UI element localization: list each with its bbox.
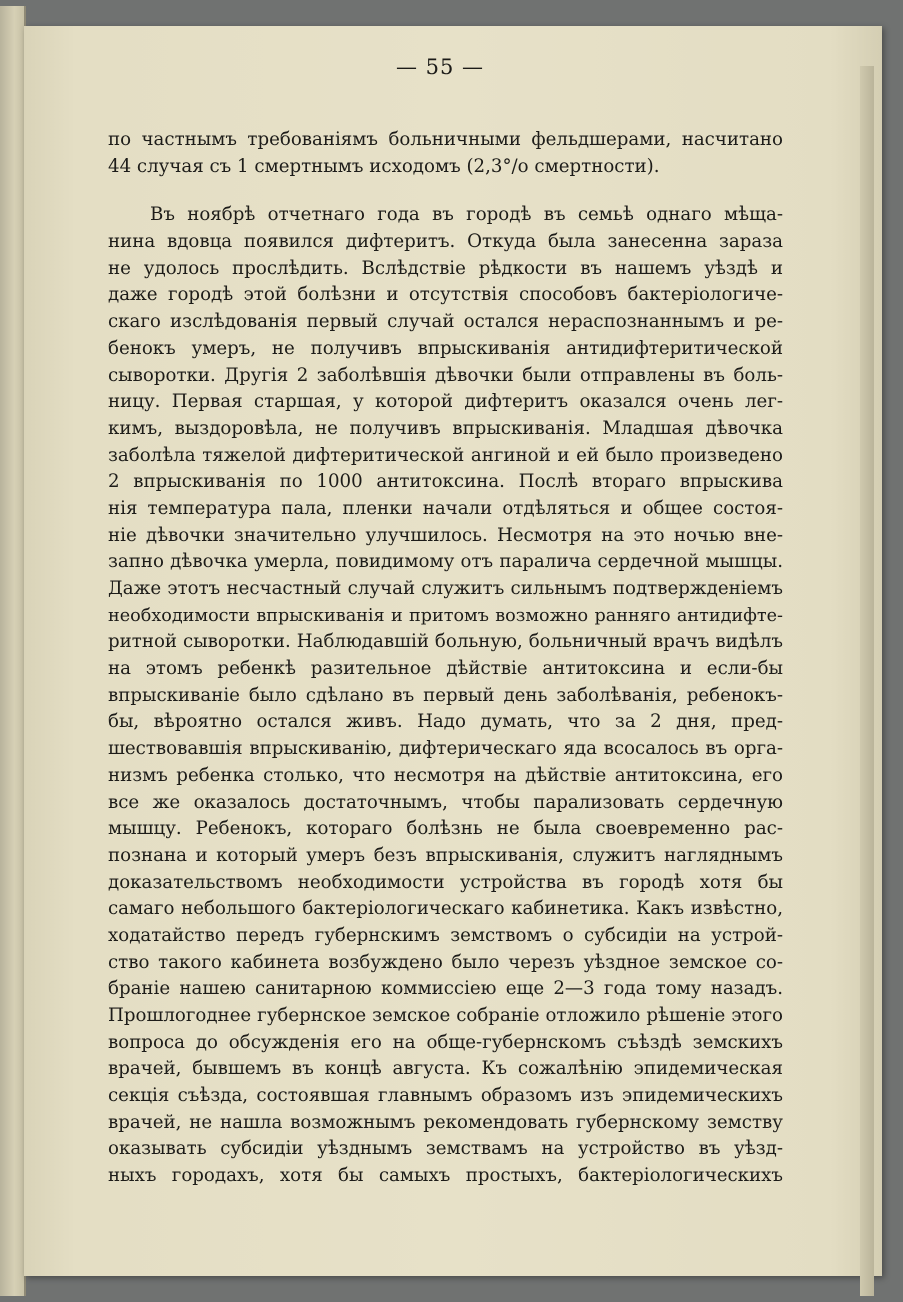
text-line: шествовавшія впрыскиванію, дифтерическаго яда всосалось въ орга-	[108, 738, 783, 760]
text-line: кимъ, выздоровѣла, не получивъ впрыскиванія. Младшая дѣвочка	[108, 417, 783, 439]
paragraph-gap	[108, 180, 783, 202]
body-text	[108, 127, 783, 1190]
text-line: ходатайство передъ губернскимъ земствомъ о субсидіи на устрой-	[108, 924, 783, 946]
text-line: бы, вѣроятно остался живъ. Надо думать, что за 2 дня, пред-	[108, 711, 783, 733]
text-line: браніе нашею санитарною коммиссіею еще 2—3 года тому назадъ.	[108, 978, 783, 1000]
text-line: ство такого кабинета возбуждено было черезъ уѣздное земское со-	[108, 951, 783, 973]
text-line: оказывать субсидіи уѣзднымъ земствамъ на устройство въ уѣзд-	[108, 1138, 783, 1160]
text-line: секція съѣзда, состоявшая главнымъ образомъ изъ эпидемическихъ	[108, 1085, 783, 1107]
text-line: нина вдовца появился дифтеритъ. Откуда была занесенна зараза	[108, 231, 783, 253]
text-line: нія температура пала, пленки начали отдѣляться и общее состоя-	[108, 497, 783, 519]
text-line: на этомъ ребенкѣ разительное дѣйствіе антитоксина и если-бы	[108, 658, 783, 680]
text-line: необходимости впрыскиванія и притомъ возможно ранняго антидифте-	[108, 605, 783, 626]
page-stack-edge	[860, 66, 874, 1296]
text-line: даже городѣ этой болѣзни и отсутствія способовъ бактеріологиче-	[108, 284, 783, 306]
text-line: ницу. Первая старшая, у которой дифтеритъ оказался очень лег-	[108, 391, 783, 413]
text-line: низмъ ребенка столько, что несмотря на дѣйствіе антитоксина, его	[108, 764, 783, 786]
text-line: по частнымъ требованіямъ больничными фельдшерами, насчитано	[108, 129, 783, 150]
page-number: — 55 —	[395, 55, 485, 79]
text-line: врачей, не нашла возможнымъ рекомендовать губернскому земству	[108, 1111, 783, 1133]
text-line: бенокъ умеръ, не получивъ впрыскиванія антидифтеритической	[108, 337, 783, 359]
text-line: мышцу. Ребенокъ, котораго болѣзнь не была своевременно рас-	[108, 818, 783, 840]
text-line: Даже этотъ несчастный случай служитъ сильнымъ подтвержденіемъ	[108, 578, 783, 599]
text-line: 2 впрыскиванія по 1000 антитоксина. Послѣ втораго впрыскива	[108, 471, 783, 493]
text-line: Въ ноябрѣ отчетнаго года въ городѣ въ семьѣ однаго мѣща-	[150, 204, 783, 226]
text-line: ныхъ городахъ, хотя бы самыхъ простыхъ, бактеріологическихъ	[108, 1165, 783, 1187]
text-line: доказательствомъ необходимости устройства въ городѣ хотя бы	[108, 871, 783, 893]
text-line: вопроса до обсужденія его на обще-губернскомъ съѣздѣ земскихъ	[108, 1031, 783, 1053]
text-line: 44 случая съ 1 смертнымъ исходомъ (2,3°/o смертности).	[108, 155, 660, 177]
text-line: впрыскиваніе было сдѣлано въ первый день заболѣванія, ребенокъ-	[108, 684, 783, 706]
text-line: запно дѣвочка умерла, повидимому отъ паралича сердечной мышцы.	[108, 551, 783, 573]
text-line: познана и который умеръ безъ впрыскиванія, служитъ нагляднымъ	[108, 844, 783, 866]
text-line: врачей, бывшемъ въ концѣ августа. Къ сожалѣнію эпидемическая	[108, 1058, 783, 1080]
previous-page-edge	[0, 6, 26, 1296]
text-line: ніе дѣвочки значительно улучшилось. Несмотря на это ночью вне-	[108, 524, 783, 546]
text-line: сыворотки. Другія 2 заболѣвшія дѣвочки были отправлены въ боль-	[108, 364, 783, 386]
text-line: ритной сыворотки. Наблюдавшій больную, больничный врачъ видѣлъ	[108, 631, 783, 653]
text-line: Прошлогоднее губернское земское собраніе отложило рѣшеніе этого	[108, 1005, 783, 1026]
text-line: заболѣла тяжелой дифтеритической ангиной и ей было произведено	[108, 444, 783, 466]
text-line: скаго изслѣдованія первый случай остался нераспознаннымъ и ре-	[108, 311, 783, 333]
text-line: все же оказалось достаточнымъ, чтобы парализовать сердечную	[108, 791, 783, 813]
text-line: не удолось прослѣдить. Вслѣдствіе рѣдкости въ нашемъ уѣздѣ и	[108, 257, 783, 279]
text-line: самаго небольшого бактеріологическаго кабинетика. Какъ извѣстно,	[108, 898, 783, 920]
